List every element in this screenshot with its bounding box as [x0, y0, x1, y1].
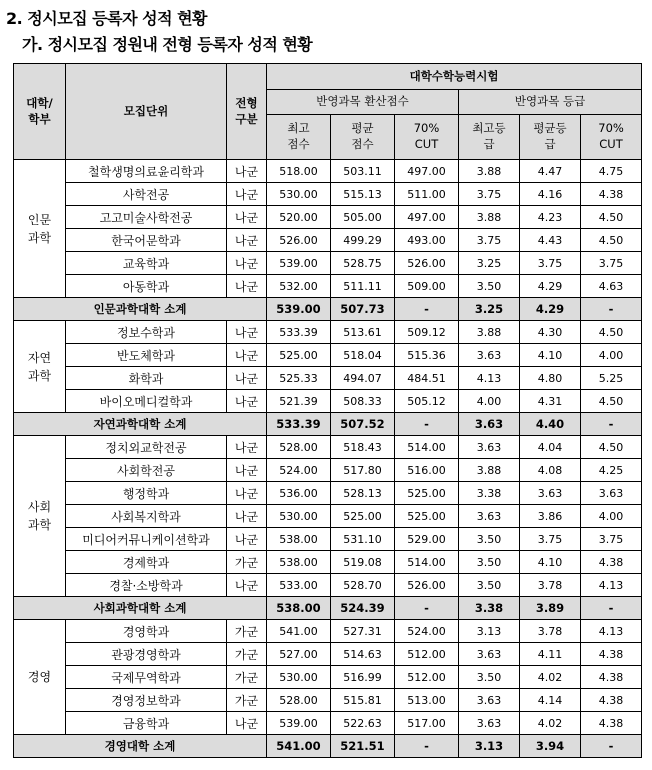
cut-score-cell: 513.00 [395, 689, 459, 712]
table-row [14, 574, 642, 597]
max-score-cell: 536.00 [267, 482, 331, 505]
cut-score-cell: 509.00 [395, 275, 459, 298]
subtotal-label: 사회과학대학 소계 [14, 597, 267, 620]
avg-score-cell: 515.13 [331, 183, 395, 206]
max-score-cell: 530.00 [267, 666, 331, 689]
avg-grade-cell: 4.43 [520, 229, 581, 252]
subtotal-value: - [581, 597, 642, 620]
subtotal-value: 3.38 [459, 597, 520, 620]
avg-score-cell: 528.75 [331, 252, 395, 275]
header-grade: 반영과목 등급 [459, 90, 642, 115]
avg-grade-cell: 3.78 [520, 574, 581, 597]
avg-grade-cell: 4.80 [520, 367, 581, 390]
cut-score-cell: 514.00 [395, 436, 459, 459]
avg-score-cell: 528.70 [331, 574, 395, 597]
avg-score-cell: 522.63 [331, 712, 395, 735]
max-score-cell: 533.39 [267, 321, 331, 344]
max-grade-cell: 3.88 [459, 160, 520, 183]
subtotal-value: 4.40 [520, 413, 581, 436]
subtotal-value: 538.00 [267, 597, 331, 620]
cut-grade-cell: 4.00 [581, 505, 642, 528]
avg-grade-cell: 3.75 [520, 252, 581, 275]
cut-score-cell: 516.00 [395, 459, 459, 482]
table-row [14, 505, 642, 528]
avg-grade-cell: 4.10 [520, 551, 581, 574]
avg-score-cell: 503.11 [331, 160, 395, 183]
header-csat: 대학수학능력시험 [267, 64, 642, 90]
type-cell: 나군 [227, 459, 267, 482]
cut-score-cell: 497.00 [395, 160, 459, 183]
subtotal-label: 자연과학대학 소계 [14, 413, 267, 436]
subtotal-value: 3.94 [520, 735, 581, 758]
college-group-cell: 인문 과학 [14, 160, 66, 298]
unit-cell: 경영학과 [66, 620, 227, 643]
unit-cell: 철학생명의료윤리학과 [66, 160, 227, 183]
avg-score-cell: 527.31 [331, 620, 395, 643]
avg-score-cell: 516.99 [331, 666, 395, 689]
cut-score-cell: 509.12 [395, 321, 459, 344]
subtotal-value: 507.52 [331, 413, 395, 436]
avg-score-cell: 517.80 [331, 459, 395, 482]
cut-grade-cell: 4.00 [581, 344, 642, 367]
max-score-cell: 525.00 [267, 344, 331, 367]
cut-grade-cell: 4.13 [581, 574, 642, 597]
type-cell: 나군 [227, 712, 267, 735]
cut-grade-cell: 4.50 [581, 390, 642, 413]
type-cell: 가군 [227, 689, 267, 712]
subtotal-value: 4.29 [520, 298, 581, 321]
subtotal-row [14, 735, 642, 758]
avg-score-cell: 515.81 [331, 689, 395, 712]
unit-cell: 국제무역학과 [66, 666, 227, 689]
max-grade-cell: 3.75 [459, 183, 520, 206]
avg-grade-cell: 3.75 [520, 528, 581, 551]
cut-score-cell: 529.00 [395, 528, 459, 551]
max-grade-cell: 3.50 [459, 574, 520, 597]
subtotal-value: 541.00 [267, 735, 331, 758]
avg-score-cell: 525.00 [331, 505, 395, 528]
type-cell: 나군 [227, 344, 267, 367]
college-group-cell: 자연 과학 [14, 321, 66, 413]
table-row [14, 643, 642, 666]
section-heading: 2. 정시모집 등록자 성적 현황 [6, 9, 208, 28]
max-grade-cell: 3.63 [459, 643, 520, 666]
type-cell: 가군 [227, 551, 267, 574]
avg-score-cell: 513.61 [331, 321, 395, 344]
max-score-cell: 539.00 [267, 712, 331, 735]
avg-score-cell: 531.10 [331, 528, 395, 551]
max-score-cell: 539.00 [267, 252, 331, 275]
subtotal-value: - [395, 413, 459, 436]
subtotal-label: 인문과학대학 소계 [14, 298, 267, 321]
cut-score-cell: 493.00 [395, 229, 459, 252]
cut-grade-cell: 4.50 [581, 229, 642, 252]
unit-cell: 사회학전공 [66, 459, 227, 482]
subtotal-label: 경영대학 소계 [14, 735, 267, 758]
max-score-cell: 541.00 [267, 620, 331, 643]
cut-grade-cell: 4.38 [581, 643, 642, 666]
cut-score-cell: 512.00 [395, 643, 459, 666]
table-row [14, 229, 642, 252]
max-grade-cell: 3.88 [459, 206, 520, 229]
section-subheading: 가. 정시모집 정원내 전형 등록자 성적 현황 [22, 35, 313, 54]
avg-grade-cell: 4.04 [520, 436, 581, 459]
cut-grade-cell: 4.13 [581, 620, 642, 643]
max-score-cell: 532.00 [267, 275, 331, 298]
type-cell: 나군 [227, 390, 267, 413]
avg-score-cell: 505.00 [331, 206, 395, 229]
avg-grade-cell: 4.11 [520, 643, 581, 666]
table-row [14, 390, 642, 413]
cut-score-cell: 525.00 [395, 482, 459, 505]
cut-score-cell: 526.00 [395, 574, 459, 597]
type-cell: 나군 [227, 160, 267, 183]
cut-grade-cell: 4.38 [581, 666, 642, 689]
table-body [14, 160, 642, 758]
max-grade-cell: 3.38 [459, 482, 520, 505]
max-grade-cell: 3.63 [459, 436, 520, 459]
type-cell: 나군 [227, 252, 267, 275]
table-row [14, 275, 642, 298]
subtotal-value: - [581, 413, 642, 436]
cut-grade-cell: 3.75 [581, 528, 642, 551]
max-grade-cell: 3.50 [459, 666, 520, 689]
type-cell: 나군 [227, 528, 267, 551]
avg-score-cell: 494.07 [331, 367, 395, 390]
cut-score-cell: 497.00 [395, 206, 459, 229]
table-row [14, 160, 642, 183]
cut-score-cell: 517.00 [395, 712, 459, 735]
avg-grade-cell: 4.02 [520, 712, 581, 735]
type-cell: 나군 [227, 367, 267, 390]
subtotal-value: 524.39 [331, 597, 395, 620]
avg-grade-cell: 4.08 [520, 459, 581, 482]
subtotal-row [14, 597, 642, 620]
unit-cell: 미디어커뮤니케이션학과 [66, 528, 227, 551]
unit-cell: 행정학과 [66, 482, 227, 505]
max-grade-cell: 3.63 [459, 712, 520, 735]
avg-score-cell: 511.11 [331, 275, 395, 298]
max-grade-cell: 4.13 [459, 367, 520, 390]
max-grade-cell: 3.50 [459, 528, 520, 551]
table-header [14, 64, 642, 160]
avg-grade-cell: 4.30 [520, 321, 581, 344]
max-score-cell: 530.00 [267, 505, 331, 528]
avg-score-cell: 514.63 [331, 643, 395, 666]
subtotal-value: 507.73 [331, 298, 395, 321]
college-group-cell: 사회 과학 [14, 436, 66, 597]
subtotal-value: - [581, 735, 642, 758]
cut-grade-cell: 4.63 [581, 275, 642, 298]
avg-grade-cell: 3.63 [520, 482, 581, 505]
header-college: 대학/ 학부 [14, 64, 66, 160]
unit-cell: 한국어문학과 [66, 229, 227, 252]
subtotal-value: 539.00 [267, 298, 331, 321]
table-row [14, 712, 642, 735]
cut-grade-cell: 4.38 [581, 689, 642, 712]
avg-score-cell: 528.13 [331, 482, 395, 505]
cut-score-cell: 524.00 [395, 620, 459, 643]
cut-grade-cell: 4.38 [581, 183, 642, 206]
header-avg-grade: 평균등 급 [520, 115, 581, 160]
type-cell: 나군 [227, 574, 267, 597]
max-score-cell: 520.00 [267, 206, 331, 229]
avg-grade-cell: 4.16 [520, 183, 581, 206]
type-cell: 나군 [227, 436, 267, 459]
college-group-cell: 경영 [14, 620, 66, 735]
cut-grade-cell: 4.38 [581, 551, 642, 574]
table-row [14, 620, 642, 643]
table-row [14, 528, 642, 551]
max-grade-cell: 3.25 [459, 252, 520, 275]
max-score-cell: 528.00 [267, 436, 331, 459]
cut-grade-cell: 3.75 [581, 252, 642, 275]
table-row [14, 367, 642, 390]
max-grade-cell: 3.75 [459, 229, 520, 252]
table-row [14, 321, 642, 344]
cut-grade-cell: 5.25 [581, 367, 642, 390]
type-cell: 나군 [227, 321, 267, 344]
max-grade-cell: 3.13 [459, 620, 520, 643]
unit-cell: 교육학과 [66, 252, 227, 275]
table-row [14, 344, 642, 367]
header-unit: 모집단위 [66, 64, 227, 160]
header-type: 전형 구분 [227, 64, 267, 160]
unit-cell: 경찰·소방학과 [66, 574, 227, 597]
cut-score-cell: 514.00 [395, 551, 459, 574]
header-max-score: 최고 점수 [267, 115, 331, 160]
max-grade-cell: 3.63 [459, 344, 520, 367]
max-score-cell: 527.00 [267, 643, 331, 666]
max-grade-cell: 3.88 [459, 321, 520, 344]
header-avg-score: 평균 점수 [331, 115, 395, 160]
cut-grade-cell: 4.50 [581, 321, 642, 344]
subtotal-value: 3.25 [459, 298, 520, 321]
type-cell: 가군 [227, 643, 267, 666]
type-cell: 나군 [227, 183, 267, 206]
subtotal-value: - [395, 298, 459, 321]
type-cell: 나군 [227, 206, 267, 229]
avg-score-cell: 519.08 [331, 551, 395, 574]
type-cell: 가군 [227, 666, 267, 689]
max-grade-cell: 3.63 [459, 505, 520, 528]
subtotal-value: 533.39 [267, 413, 331, 436]
avg-grade-cell: 3.78 [520, 620, 581, 643]
cut-score-cell: 515.36 [395, 344, 459, 367]
unit-cell: 화학과 [66, 367, 227, 390]
avg-score-cell: 518.04 [331, 344, 395, 367]
unit-cell: 사회복지학과 [66, 505, 227, 528]
table-row [14, 689, 642, 712]
admission-score-table [13, 63, 642, 758]
unit-cell: 반도체학과 [66, 344, 227, 367]
type-cell: 나군 [227, 505, 267, 528]
type-cell: 나군 [227, 229, 267, 252]
table-row [14, 206, 642, 229]
unit-cell: 경제학과 [66, 551, 227, 574]
max-score-cell: 530.00 [267, 183, 331, 206]
avg-grade-cell: 4.14 [520, 689, 581, 712]
subtotal-value: - [395, 597, 459, 620]
table-row [14, 252, 642, 275]
avg-grade-cell: 4.29 [520, 275, 581, 298]
subtotal-value: - [581, 298, 642, 321]
max-score-cell: 525.33 [267, 367, 331, 390]
cut-grade-cell: 4.38 [581, 712, 642, 735]
max-score-cell: 528.00 [267, 689, 331, 712]
table-row [14, 436, 642, 459]
unit-cell: 정보수학과 [66, 321, 227, 344]
avg-score-cell: 518.43 [331, 436, 395, 459]
subtotal-value: - [395, 735, 459, 758]
header-converted: 반영과목 환산점수 [267, 90, 459, 115]
unit-cell: 정치외교학전공 [66, 436, 227, 459]
avg-grade-cell: 4.23 [520, 206, 581, 229]
avg-score-cell: 508.33 [331, 390, 395, 413]
max-grade-cell: 4.00 [459, 390, 520, 413]
table-row [14, 459, 642, 482]
avg-grade-cell: 4.31 [520, 390, 581, 413]
unit-cell: 사학전공 [66, 183, 227, 206]
unit-cell: 고고미술사학전공 [66, 206, 227, 229]
max-grade-cell: 3.88 [459, 459, 520, 482]
max-grade-cell: 3.63 [459, 689, 520, 712]
type-cell: 나군 [227, 275, 267, 298]
cut-grade-cell: 4.75 [581, 160, 642, 183]
table-row [14, 183, 642, 206]
cut-grade-cell: 4.50 [581, 206, 642, 229]
max-score-cell: 526.00 [267, 229, 331, 252]
unit-cell: 금융학과 [66, 712, 227, 735]
type-cell: 나군 [227, 482, 267, 505]
unit-cell: 경영정보학과 [66, 689, 227, 712]
max-score-cell: 538.00 [267, 551, 331, 574]
max-score-cell: 533.00 [267, 574, 331, 597]
subtotal-row [14, 298, 642, 321]
unit-cell: 아동학과 [66, 275, 227, 298]
table-row [14, 551, 642, 574]
max-score-cell: 521.39 [267, 390, 331, 413]
max-score-cell: 518.00 [267, 160, 331, 183]
cut-score-cell: 525.00 [395, 505, 459, 528]
subtotal-value: 3.13 [459, 735, 520, 758]
avg-grade-cell: 4.10 [520, 344, 581, 367]
avg-grade-cell: 4.47 [520, 160, 581, 183]
unit-cell: 관광경영학과 [66, 643, 227, 666]
cut-grade-cell: 4.25 [581, 459, 642, 482]
cut-score-cell: 511.00 [395, 183, 459, 206]
header-cut-grade: 70% CUT [581, 115, 642, 160]
header-cut-score: 70% CUT [395, 115, 459, 160]
max-score-cell: 538.00 [267, 528, 331, 551]
subtotal-value: 521.51 [331, 735, 395, 758]
cut-grade-cell: 3.63 [581, 482, 642, 505]
avg-grade-cell: 3.86 [520, 505, 581, 528]
subtotal-row [14, 413, 642, 436]
type-cell: 가군 [227, 620, 267, 643]
max-grade-cell: 3.50 [459, 275, 520, 298]
avg-grade-cell: 4.02 [520, 666, 581, 689]
cut-grade-cell: 4.50 [581, 436, 642, 459]
table-row [14, 482, 642, 505]
max-score-cell: 524.00 [267, 459, 331, 482]
cut-score-cell: 512.00 [395, 666, 459, 689]
unit-cell: 바이오메디컬학과 [66, 390, 227, 413]
max-grade-cell: 3.50 [459, 551, 520, 574]
subtotal-value: 3.63 [459, 413, 520, 436]
header-max-grade: 최고등 급 [459, 115, 520, 160]
avg-score-cell: 499.29 [331, 229, 395, 252]
cut-score-cell: 484.51 [395, 367, 459, 390]
subtotal-value: 3.89 [520, 597, 581, 620]
cut-score-cell: 526.00 [395, 252, 459, 275]
table-row [14, 666, 642, 689]
cut-score-cell: 505.12 [395, 390, 459, 413]
